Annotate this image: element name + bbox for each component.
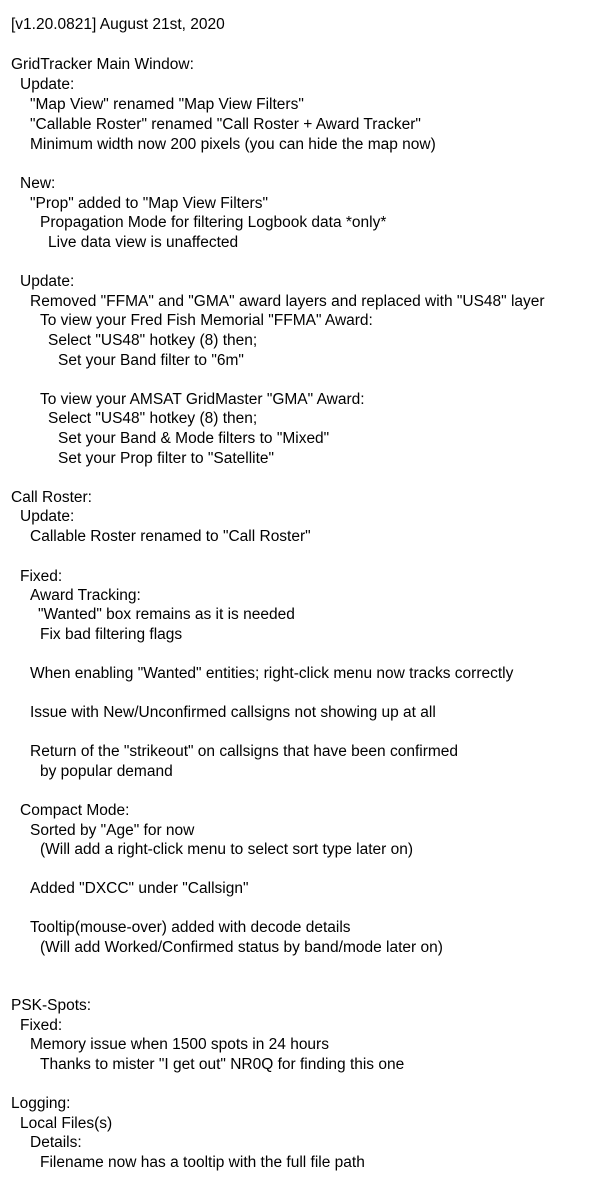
list-item-step: Set your Prop filter to "Satellite" — [58, 450, 275, 467]
section-heading-psk-spots: PSK-Spots: — [11, 997, 92, 1014]
list-item: Added "DXCC" under "Callsign" — [30, 880, 249, 897]
list-item-detail: "Wanted" box remains as it is needed — [38, 606, 295, 623]
list-item-note: (Will add Worked/Confirmed status by band/mode later on) — [40, 939, 443, 956]
subsection-heading-compact-mode: Compact Mode: — [20, 802, 130, 819]
section-heading-call-roster: Call Roster: — [11, 489, 92, 506]
list-item: "Map View" renamed "Map View Filters" — [30, 96, 304, 113]
list-item: Sorted by "Age" for now — [30, 822, 195, 839]
subsection-heading-update: Update: — [20, 273, 75, 290]
list-item-step: Select "US48" hotkey (8) then; — [48, 332, 258, 349]
list-item: Return of the "strikeout" on callsigns that have been confirmed — [30, 743, 459, 760]
list-item: Memory issue when 1500 spots in 24 hours — [30, 1036, 329, 1053]
list-item: Tooltip(mouse-over) added with decode details — [30, 919, 351, 936]
version-header: [v1.20.0821] August 21st, 2020 — [11, 16, 225, 33]
list-item-detail: To view your Fred Fish Memorial "FFMA" Award: — [40, 312, 373, 329]
list-item-note: Thanks to mister "I get out" NR0Q for finding this one — [40, 1056, 405, 1073]
list-item: "Callable Roster" renamed "Call Roster + Award Tracker" — [30, 116, 421, 133]
list-item-note: (Will add a right-click menu to select sort type later on) — [40, 841, 413, 858]
list-item: Issue with New/Unconfirmed callsigns not showing up at all — [30, 704, 436, 721]
list-item-detail: To view your AMSAT GridMaster "GMA" Award: — [40, 391, 365, 408]
subsection-heading-local-files: Local Files(s) — [20, 1115, 113, 1132]
subsection-heading-update: Update: — [20, 508, 75, 525]
subsection-heading-new: New: — [20, 175, 56, 192]
list-item: Details: — [30, 1134, 82, 1151]
subsection-heading-update: Update: — [20, 76, 75, 93]
list-item: "Prop" added to "Map View Filters" — [30, 195, 268, 212]
list-item-step: Select "US48" hotkey (8) then; — [48, 410, 258, 427]
list-item: Award Tracking: — [30, 587, 141, 604]
list-item-step: Set your Band & Mode filters to "Mixed" — [58, 430, 330, 447]
section-heading-gridtracker: GridTracker Main Window: — [11, 56, 194, 73]
subsection-heading-fixed: Fixed: — [20, 568, 63, 585]
list-item-detail: Propagation Mode for filtering Logbook data *only* — [40, 214, 387, 231]
list-item: Removed "FFMA" and "GMA" award layers and replaced with "US48" layer — [30, 293, 545, 310]
list-item: Minimum width now 200 pixels (you can hide the map now) — [30, 136, 436, 153]
list-item: When enabling "Wanted" entities; right-click menu now tracks correctly — [30, 665, 514, 682]
subsection-heading-fixed: Fixed: — [20, 1017, 63, 1034]
list-item-detail: Filename now has a tooltip with the full file path — [40, 1154, 365, 1171]
list-item-detail: by popular demand — [40, 763, 173, 780]
list-item-step: Set your Band filter to "6m" — [58, 352, 244, 369]
list-item: Callable Roster renamed to "Call Roster" — [30, 528, 311, 545]
section-heading-logging: Logging: — [11, 1095, 71, 1112]
list-item-detail: Fix bad filtering flags — [40, 626, 183, 643]
list-item-note: Live data view is unaffected — [48, 234, 239, 251]
